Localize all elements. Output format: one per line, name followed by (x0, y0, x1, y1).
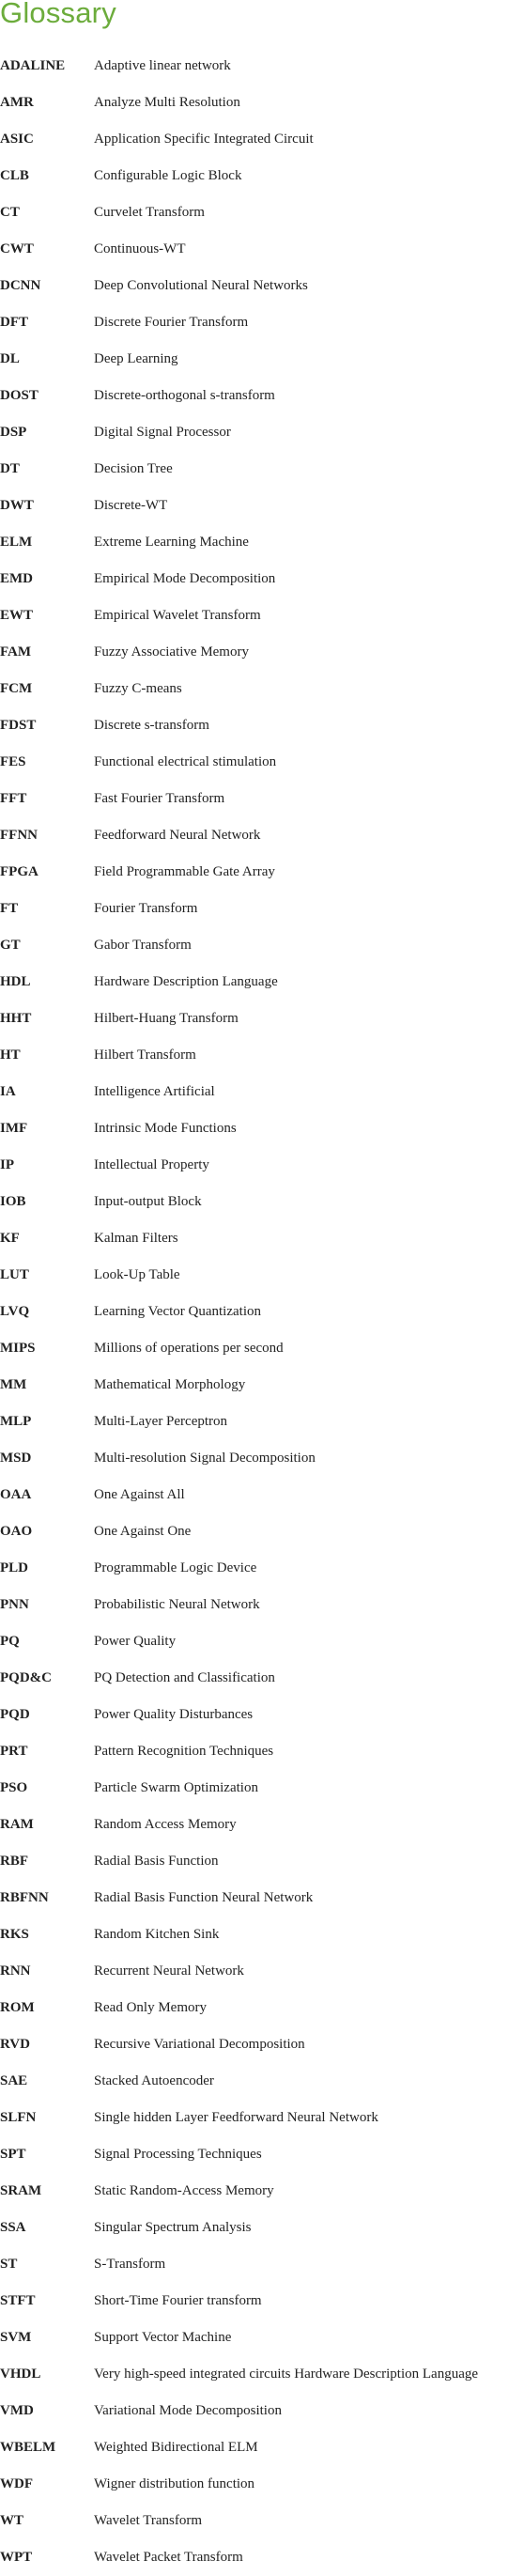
glossary-entry (0, 304, 524, 341)
glossary-abbreviation: MLP (0, 1414, 32, 1429)
glossary-definition: Intellectual Property (94, 1157, 209, 1172)
glossary-definition: S-Transform (94, 2257, 166, 2272)
glossary-definition: Application Specific Integrated Circuit (94, 132, 314, 147)
glossary-definition: Particle Swarm Optimization (94, 1780, 258, 1795)
glossary-abbreviation: SLFN (0, 2110, 37, 2125)
glossary-entry (0, 488, 524, 524)
glossary-abbreviation: CT (0, 205, 20, 220)
glossary-entry (0, 268, 524, 304)
glossary-entry (0, 2026, 524, 2063)
glossary-abbreviation: MSD (0, 1451, 32, 1466)
glossary-entry (0, 121, 524, 158)
glossary-entry (0, 1367, 524, 1404)
glossary-entry (0, 1184, 524, 1220)
glossary-abbreviation: ASIC (0, 132, 34, 147)
glossary-definition: Probabilistic Neural Network (94, 1597, 260, 1612)
glossary-abbreviation: MM (0, 1377, 27, 1392)
glossary-definition: Wavelet Packet Transform (94, 2550, 243, 2565)
glossary-entry (0, 2429, 524, 2466)
glossary-entry (0, 451, 524, 488)
glossary-abbreviation: IMF (0, 1121, 28, 1136)
glossary-entry (0, 378, 524, 414)
glossary-entry (0, 1147, 524, 1184)
glossary-entry (0, 1440, 524, 1477)
glossary-abbreviation: FCM (0, 681, 33, 696)
glossary-entry (0, 1843, 524, 1880)
glossary-definition: Wavelet Transform (94, 2513, 203, 2528)
glossary-abbreviation: PRT (0, 1744, 28, 1759)
glossary-abbreviation: SSA (0, 2220, 26, 2235)
glossary-abbreviation: DCNN (0, 278, 41, 293)
glossary-entry (0, 781, 524, 817)
glossary-entry (0, 2283, 524, 2320)
glossary-abbreviation: SPT (0, 2147, 26, 2162)
glossary-definition: Decision Tree (94, 461, 173, 476)
glossary-definition: Support Vector Machine (94, 2330, 232, 2345)
glossary-definition: Programmable Logic Device (94, 1560, 257, 1575)
glossary-definition: Hardware Description Language (94, 974, 278, 989)
glossary-definition: One Against All (94, 1487, 185, 1502)
glossary-definition: Input-output Block (94, 1194, 202, 1209)
glossary-abbreviation: EWT (0, 608, 34, 623)
glossary-entry (0, 744, 524, 781)
glossary-definition: Continuous-WT (94, 241, 186, 256)
glossary-entry (0, 927, 524, 964)
glossary-entry (0, 1807, 524, 1843)
glossary-abbreviation: WBELM (0, 2440, 56, 2455)
glossary-entry (0, 964, 524, 1001)
glossary-definition: Recurrent Neural Network (94, 1963, 244, 1979)
glossary-abbreviation: WDF (0, 2476, 33, 2491)
glossary-definition: Gabor Transform (94, 938, 192, 953)
glossary-definition: Variational Mode Decomposition (94, 2403, 282, 2418)
glossary-definition: Recursive Variational Decomposition (94, 2037, 305, 2052)
glossary-definition: Learning Vector Quantization (94, 1304, 261, 1319)
glossary-entry (0, 1477, 524, 1513)
glossary-abbreviation: AMR (0, 95, 34, 110)
glossary-entry (0, 597, 524, 634)
glossary-definition: PQ Detection and Classification (94, 1670, 275, 1685)
glossary-abbreviation: IOB (0, 1194, 26, 1209)
glossary-entry (0, 2210, 524, 2246)
glossary-abbreviation: DFT (0, 315, 28, 330)
glossary-abbreviation: GT (0, 938, 21, 953)
glossary-entry (0, 2503, 524, 2539)
glossary-entry (0, 85, 524, 121)
glossary-entry (0, 1953, 524, 1990)
glossary-definition: Extreme Learning Machine (94, 535, 249, 550)
glossary-entry (0, 1990, 524, 2026)
glossary-definition: One Against One (94, 1524, 192, 1539)
glossary-entry (0, 634, 524, 671)
glossary-abbreviation: FDST (0, 718, 37, 733)
glossary-entry (0, 2173, 524, 2210)
glossary-entry (0, 1257, 524, 1294)
glossary-entry (0, 2320, 524, 2356)
glossary-list (0, 48, 524, 2576)
glossary-abbreviation: SRAM (0, 2183, 42, 2198)
glossary-abbreviation: ADALINE (0, 58, 66, 73)
glossary-definition: Configurable Logic Block (94, 168, 242, 183)
glossary-abbreviation: DL (0, 351, 20, 366)
glossary-abbreviation: FFNN (0, 828, 38, 843)
glossary-abbreviation: FFT (0, 791, 27, 806)
glossary-definition: Field Programmable Gate Array (94, 864, 275, 879)
glossary-entry (0, 817, 524, 854)
glossary-definition: Empirical Mode Decomposition (94, 571, 276, 586)
glossary-abbreviation: IP (0, 1157, 14, 1172)
glossary-abbreviation: DWT (0, 498, 34, 513)
glossary-entry (0, 2539, 524, 2576)
glossary-definition: Look-Up Table (94, 1267, 180, 1282)
glossary-abbreviation: LUT (0, 1267, 29, 1282)
glossary-abbreviation: WT (0, 2513, 24, 2528)
glossary-abbreviation: FPGA (0, 864, 39, 879)
glossary-definition: Millions of operations per second (94, 1341, 284, 1356)
glossary-entry (0, 2100, 524, 2136)
glossary-entry (0, 671, 524, 707)
glossary-entry (0, 1513, 524, 1550)
glossary-definition: Single hidden Layer Feedforward Neural Network (94, 2110, 378, 2125)
glossary-abbreviation: RBF (0, 1854, 28, 1869)
glossary-definition: Fourier Transform (94, 901, 198, 916)
glossary-abbreviation: VHDL (0, 2367, 41, 2382)
glossary-abbreviation: PSO (0, 1780, 28, 1795)
glossary-abbreviation: FES (0, 754, 26, 769)
glossary-abbreviation: PQ (0, 1634, 20, 1649)
glossary-entry (0, 1110, 524, 1147)
glossary-entry (0, 1733, 524, 1770)
glossary-definition: Power Quality Disturbances (94, 1707, 254, 1722)
glossary-abbreviation: CLB (0, 168, 29, 183)
glossary-abbreviation: DSP (0, 425, 27, 440)
glossary-definition: Discrete s-transform (94, 718, 209, 733)
glossary-definition: Radial Basis Function Neural Network (94, 1890, 314, 1905)
glossary-definition: Discrete Fourier Transform (94, 315, 249, 330)
glossary-definition: Adaptive linear network (94, 58, 231, 73)
glossary-abbreviation: DT (0, 461, 20, 476)
glossary-abbreviation: HHT (0, 1011, 32, 1026)
glossary-entry (0, 1770, 524, 1807)
glossary-entry (0, 854, 524, 891)
glossary-definition: Curvelet Transform (94, 205, 205, 220)
glossary-definition: Random Access Memory (94, 1817, 237, 1832)
glossary-abbreviation: KF (0, 1231, 20, 1246)
glossary-definition: Multi-resolution Signal Decomposition (94, 1451, 316, 1466)
glossary-entry (0, 561, 524, 597)
glossary-definition: Multi-Layer Perceptron (94, 1414, 228, 1429)
glossary-entry (0, 158, 524, 194)
glossary-abbreviation: IA (0, 1084, 16, 1099)
glossary-entry (0, 1294, 524, 1330)
glossary-definition: Weighted Bidirectional ELM (94, 2440, 258, 2455)
glossary-entry (0, 1220, 524, 1257)
glossary-entry (0, 891, 524, 927)
glossary-entry (0, 707, 524, 744)
glossary-abbreviation: PNN (0, 1597, 29, 1612)
glossary-abbreviation: PLD (0, 1560, 28, 1575)
glossary-abbreviation: SAE (0, 2073, 28, 2088)
glossary-definition: Fast Fourier Transform (94, 791, 225, 806)
glossary-entry (0, 48, 524, 85)
glossary-definition: Power Quality (94, 1634, 177, 1649)
glossary-entry (0, 1697, 524, 1733)
glossary-definition: Short-Time Fourier transform (94, 2293, 262, 2308)
glossary-abbreviation: STFT (0, 2293, 36, 2308)
glossary-definition: Fuzzy Associative Memory (94, 644, 249, 660)
glossary-definition: Radial Basis Function (94, 1854, 219, 1869)
glossary-definition: Discrete-orthogonal s-transform (94, 388, 275, 403)
glossary-abbreviation: LVQ (0, 1304, 30, 1319)
glossary-abbreviation: HT (0, 1047, 21, 1063)
glossary-entry (0, 1001, 524, 1037)
glossary-definition: Deep Learning (94, 351, 178, 366)
glossary-abbreviation: OAA (0, 1487, 32, 1502)
glossary-abbreviation: HDL (0, 974, 31, 989)
glossary-entry (0, 1916, 524, 1953)
glossary-definition: Mathematical Morphology (94, 1377, 246, 1392)
glossary-entry (0, 341, 524, 378)
glossary-abbreviation: RAM (0, 1817, 34, 1832)
glossary-definition: Analyze Multi Resolution (94, 95, 240, 110)
glossary-entry (0, 1550, 524, 1587)
glossary-abbreviation: ROM (0, 2000, 35, 2015)
glossary-entry (0, 2063, 524, 2100)
glossary-entry (0, 2393, 524, 2429)
glossary-definition: Deep Convolutional Neural Networks (94, 278, 308, 293)
glossary-abbreviation: SVM (0, 2330, 32, 2345)
glossary-entry (0, 2356, 524, 2393)
glossary-entry (0, 1623, 524, 1660)
glossary-abbreviation: RBFNN (0, 1890, 49, 1905)
glossary-definition: Hilbert Transform (94, 1047, 196, 1063)
glossary-definition: Kalman Filters (94, 1231, 178, 1246)
glossary-definition: Discrete-WT (94, 498, 168, 513)
glossary-definition: Static Random-Access Memory (94, 2183, 274, 2198)
glossary-definition: Functional electrical stimulation (94, 754, 277, 769)
glossary-entry (0, 2246, 524, 2283)
glossary-definition: Very high-speed integrated circuits Hardware Description Language (94, 2367, 479, 2382)
glossary-definition: Singular Spectrum Analysis (94, 2220, 252, 2235)
glossary-entry (0, 1074, 524, 1110)
glossary-definition: Digital Signal Processor (94, 425, 231, 440)
glossary-definition: Signal Processing Techniques (94, 2147, 262, 2162)
glossary-abbreviation: MIPS (0, 1341, 36, 1356)
glossary-abbreviation: ELM (0, 535, 33, 550)
glossary-abbreviation: RVD (0, 2037, 30, 2052)
glossary-entry (0, 1660, 524, 1697)
glossary-abbreviation: RNN (0, 1963, 31, 1979)
glossary-entry (0, 1037, 524, 1074)
glossary-abbreviation: VMD (0, 2403, 34, 2418)
glossary-abbreviation: ST (0, 2257, 18, 2272)
glossary-abbreviation: PQD (0, 1707, 30, 1722)
page-title: Glossary (0, 0, 116, 29)
glossary-abbreviation: WPT (0, 2550, 33, 2565)
glossary-abbreviation: OAO (0, 1524, 33, 1539)
glossary-definition: Wigner distribution function (94, 2476, 255, 2491)
glossary-definition: Intelligence Artificial (94, 1084, 215, 1099)
glossary-entry (0, 1587, 524, 1623)
glossary-abbreviation: DOST (0, 388, 39, 403)
glossary-entry (0, 2466, 524, 2503)
glossary-entry (0, 414, 524, 451)
glossary-abbreviation: FAM (0, 644, 32, 660)
glossary-definition: Hilbert-Huang Transform (94, 1011, 239, 1026)
glossary-definition: Feedforward Neural Network (94, 828, 261, 843)
glossary-definition: Pattern Recognition Techniques (94, 1744, 274, 1759)
glossary-entry (0, 1404, 524, 1440)
glossary-definition: Stacked Autoencoder (94, 2073, 214, 2088)
glossary-definition: Fuzzy C-means (94, 681, 182, 696)
glossary-entry (0, 2136, 524, 2173)
glossary-definition: Read Only Memory (94, 2000, 207, 2015)
glossary-abbreviation: PQD&C (0, 1670, 52, 1685)
glossary-definition: Random Kitchen Sink (94, 1927, 220, 1942)
glossary-abbreviation: RKS (0, 1927, 29, 1942)
glossary-entry (0, 194, 524, 231)
glossary-entry (0, 1880, 524, 1916)
glossary-definition: Empirical Wavelet Transform (94, 608, 261, 623)
glossary-abbreviation: EMD (0, 571, 33, 586)
glossary-abbreviation: CWT (0, 241, 34, 256)
glossary-entry (0, 1330, 524, 1367)
glossary-entry (0, 524, 524, 561)
glossary-definition: Intrinsic Mode Functions (94, 1121, 237, 1136)
glossary-entry (0, 231, 524, 268)
glossary-abbreviation: FT (0, 901, 19, 916)
